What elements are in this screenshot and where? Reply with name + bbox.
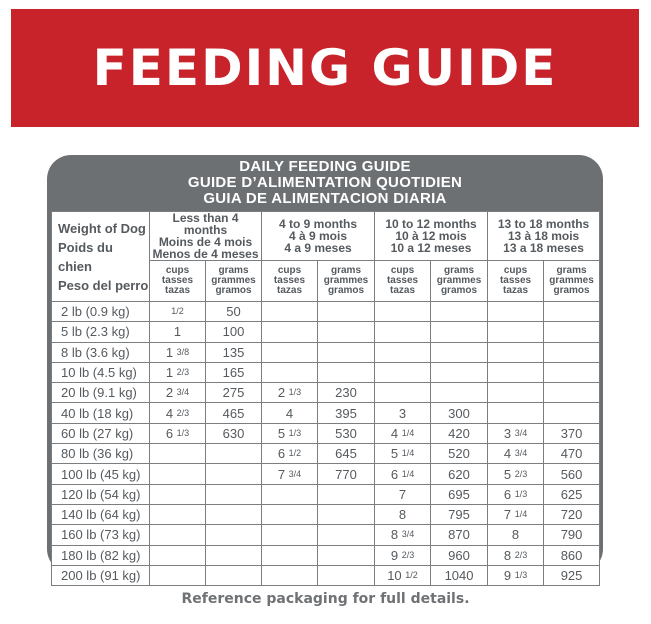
weight-cell: 8 lb (3.6 kg) xyxy=(52,342,150,362)
cell-grams-lt4 xyxy=(206,504,262,524)
cell-grams-10to12: 300 xyxy=(431,403,488,423)
cell-grams-13to18: 370 xyxy=(544,423,600,443)
age-header-13-to-18-months: 13 to 18 months 13 à 18 mois 13 a 18 meses xyxy=(488,212,600,261)
cell-cups-lt4: 6 1/3 xyxy=(150,423,206,443)
cell-cups-lt4: 1 xyxy=(150,322,206,342)
cell-grams-4to9 xyxy=(318,525,375,545)
cell-grams-10to12 xyxy=(431,362,488,382)
unit-header-cups: cups tasses tazas xyxy=(262,261,318,302)
cell-cups-10to12: 3 xyxy=(375,403,431,423)
cell-grams-4to9 xyxy=(318,484,375,504)
cell-grams-4to9 xyxy=(318,504,375,524)
cell-grams-13to18: 470 xyxy=(544,444,600,464)
cell-grams-4to9: 530 xyxy=(318,423,375,443)
cell-cups-10to12 xyxy=(375,362,431,382)
cell-grams-4to9 xyxy=(318,362,375,382)
table-row xyxy=(52,444,600,464)
cell-grams-10to12: 870 xyxy=(431,525,488,545)
cell-grams-lt4 xyxy=(206,444,262,464)
weight-cell: 160 lb (73 kg) xyxy=(52,525,150,545)
cell-cups-lt4: 2 3/4 xyxy=(150,383,206,403)
cell-grams-lt4: 275 xyxy=(206,383,262,403)
unit-header-cups: cups tasses tazas xyxy=(150,261,206,302)
table-row xyxy=(52,565,600,585)
guide-title-en: DAILY FEEDING GUIDE xyxy=(239,158,411,175)
unit-header-grams: grams grammes gramos xyxy=(318,261,375,302)
cell-grams-4to9 xyxy=(318,322,375,342)
cell-cups-lt4 xyxy=(150,565,206,585)
cell-cups-lt4: 4 2/3 xyxy=(150,403,206,423)
cell-grams-13to18 xyxy=(544,302,600,322)
cell-cups-lt4: 1/2 xyxy=(150,302,206,322)
cell-cups-4to9 xyxy=(262,504,318,524)
cell-grams-lt4: 165 xyxy=(206,362,262,382)
cell-cups-10to12 xyxy=(375,342,431,362)
cell-grams-lt4: 100 xyxy=(206,322,262,342)
cell-grams-13to18: 625 xyxy=(544,484,600,504)
weight-cell: 40 lb (18 kg) xyxy=(52,403,150,423)
cell-grams-10to12: 420 xyxy=(431,423,488,443)
table-row xyxy=(52,545,600,565)
weight-cell: 100 lb (45 kg) xyxy=(52,464,150,484)
cell-cups-4to9 xyxy=(262,342,318,362)
age-header-under-4-months: Less than 4 months Moins de 4 mois Menos de 4 meses xyxy=(150,212,262,261)
weight-cell: 120 lb (54 kg) xyxy=(52,484,150,504)
cell-grams-10to12: 795 xyxy=(431,504,488,524)
cell-grams-10to12: 1040 xyxy=(431,565,488,585)
cell-grams-4to9 xyxy=(318,302,375,322)
cell-cups-lt4 xyxy=(150,484,206,504)
cell-cups-13to18: 6 1/3 xyxy=(488,484,544,504)
cell-cups-10to12: 8 xyxy=(375,504,431,524)
weight-cell: 140 lb (64 kg) xyxy=(52,504,150,524)
cell-cups-10to12: 4 1/4 xyxy=(375,423,431,443)
cell-cups-4to9: 4 xyxy=(262,403,318,423)
weight-cell: 60 lb (27 kg) xyxy=(52,423,150,443)
cell-grams-lt4 xyxy=(206,484,262,504)
guide-title-es: GUIA DE ALIMENTACION DIARIA xyxy=(203,190,447,207)
cell-cups-4to9 xyxy=(262,302,318,322)
cell-grams-lt4: 630 xyxy=(206,423,262,443)
cell-grams-10to12 xyxy=(431,302,488,322)
cell-grams-13to18 xyxy=(544,322,600,342)
table-row xyxy=(52,403,600,423)
cell-grams-4to9: 770 xyxy=(318,464,375,484)
cell-grams-lt4: 135 xyxy=(206,342,262,362)
cell-grams-4to9 xyxy=(318,545,375,565)
cell-cups-13to18: 9 1/3 xyxy=(488,565,544,585)
table-row xyxy=(52,322,600,342)
cell-grams-10to12 xyxy=(431,322,488,342)
cell-cups-10to12: 10 1/2 xyxy=(375,565,431,585)
unit-header-cups: cups tasses tazas xyxy=(375,261,431,302)
table-row xyxy=(52,484,600,504)
cell-grams-4to9 xyxy=(318,565,375,585)
table-row xyxy=(52,362,600,382)
cell-cups-4to9 xyxy=(262,322,318,342)
guide-title xyxy=(47,159,603,207)
cell-cups-4to9: 2 1/3 xyxy=(262,383,318,403)
cell-grams-10to12 xyxy=(431,383,488,403)
cell-cups-lt4 xyxy=(150,545,206,565)
cell-grams-lt4: 465 xyxy=(206,403,262,423)
cell-grams-lt4 xyxy=(206,525,262,545)
weight-cell: 200 lb (91 kg) xyxy=(52,565,150,585)
weight-column-header: Weight of Dog Poids du chien Peso del perro xyxy=(52,212,150,302)
cell-cups-13to18 xyxy=(488,403,544,423)
cell-cups-13to18: 5 2/3 xyxy=(488,464,544,484)
unit-header-grams: grams grammes gramos xyxy=(431,261,488,302)
cell-cups-10to12: 9 2/3 xyxy=(375,545,431,565)
cell-cups-lt4 xyxy=(150,525,206,545)
feeding-guide-banner xyxy=(11,9,639,127)
cell-grams-13to18 xyxy=(544,383,600,403)
cell-grams-13to18: 925 xyxy=(544,565,600,585)
table-row xyxy=(52,383,600,403)
cell-cups-13to18: 8 2/3 xyxy=(488,545,544,565)
table-row xyxy=(52,342,600,362)
feeding-table xyxy=(51,211,600,586)
cell-cups-13to18 xyxy=(488,342,544,362)
table-row xyxy=(52,423,600,443)
cell-grams-13to18: 720 xyxy=(544,504,600,524)
table-row xyxy=(52,464,600,484)
cell-grams-4to9 xyxy=(318,342,375,362)
cell-cups-lt4 xyxy=(150,464,206,484)
cell-cups-4to9 xyxy=(262,565,318,585)
cell-cups-4to9 xyxy=(262,545,318,565)
cell-cups-13to18: 7 1/4 xyxy=(488,504,544,524)
weight-cell: 180 lb (82 kg) xyxy=(52,545,150,565)
footer-note: Reference packaging for full details. xyxy=(181,591,470,607)
cell-grams-lt4: 50 xyxy=(206,302,262,322)
cell-cups-10to12: 8 3/4 xyxy=(375,525,431,545)
cell-cups-4to9 xyxy=(262,484,318,504)
cell-cups-13to18: 4 3/4 xyxy=(488,444,544,464)
table-row xyxy=(52,525,600,545)
cell-grams-lt4 xyxy=(206,545,262,565)
cell-cups-4to9: 7 3/4 xyxy=(262,464,318,484)
cell-cups-13to18: 8 xyxy=(488,525,544,545)
weight-cell: 2 lb (0.9 kg) xyxy=(52,302,150,322)
cell-grams-10to12: 960 xyxy=(431,545,488,565)
guide-title-fr: GUIDE D’ALIMENTATION QUOTIDIEN xyxy=(187,174,463,191)
cell-cups-10to12 xyxy=(375,322,431,342)
cell-grams-10to12: 695 xyxy=(431,484,488,504)
cell-cups-10to12 xyxy=(375,302,431,322)
cell-cups-4to9: 6 1/2 xyxy=(262,444,318,464)
cell-cups-13to18: 3 3/4 xyxy=(488,423,544,443)
table-row xyxy=(52,504,600,524)
cell-cups-13to18 xyxy=(488,362,544,382)
weight-cell: 5 lb (2.3 kg) xyxy=(52,322,150,342)
cell-cups-4to9 xyxy=(262,362,318,382)
weight-cell: 20 lb (9.1 kg) xyxy=(52,383,150,403)
cell-grams-4to9: 230 xyxy=(318,383,375,403)
cell-cups-10to12: 5 1/4 xyxy=(375,444,431,464)
cell-grams-4to9: 395 xyxy=(318,403,375,423)
cell-grams-4to9: 645 xyxy=(318,444,375,464)
table-row xyxy=(52,302,600,322)
cell-grams-lt4 xyxy=(206,464,262,484)
unit-header-grams: grams grammes gramos xyxy=(206,261,262,302)
cell-cups-10to12: 6 1/4 xyxy=(375,464,431,484)
cell-grams-lt4 xyxy=(206,565,262,585)
cell-cups-10to12: 7 xyxy=(375,484,431,504)
cell-cups-4to9: 5 1/3 xyxy=(262,423,318,443)
cell-grams-10to12 xyxy=(431,342,488,362)
unit-header-cups: cups tasses tazas xyxy=(488,261,544,302)
cell-cups-13to18 xyxy=(488,383,544,403)
weight-cell: 80 lb (36 kg) xyxy=(52,444,150,464)
cell-cups-10to12 xyxy=(375,383,431,403)
cell-grams-13to18: 790 xyxy=(544,525,600,545)
weight-cell: 10 lb (4.5 kg) xyxy=(52,362,150,382)
cell-grams-10to12: 620 xyxy=(431,464,488,484)
cell-cups-13to18 xyxy=(488,322,544,342)
age-header-10-to-12-months: 10 to 12 months 10 à 12 mois 10 a 12 meses xyxy=(375,212,488,261)
cell-cups-lt4: 1 2/3 xyxy=(150,362,206,382)
unit-header-grams: grams grammes gramos xyxy=(544,261,600,302)
cell-grams-13to18: 560 xyxy=(544,464,600,484)
age-header-4-to-9-months: 4 to 9 months 4 à 9 mois 4 a 9 meses xyxy=(262,212,375,261)
banner-title: FEEDING GUIDE xyxy=(92,39,558,97)
cell-grams-13to18 xyxy=(544,403,600,423)
cell-cups-lt4 xyxy=(150,444,206,464)
cell-grams-13to18: 860 xyxy=(544,545,600,565)
cell-cups-lt4: 1 3/8 xyxy=(150,342,206,362)
cell-cups-4to9 xyxy=(262,525,318,545)
cell-cups-lt4 xyxy=(150,504,206,524)
cell-grams-10to12: 520 xyxy=(431,444,488,464)
cell-grams-13to18 xyxy=(544,362,600,382)
cell-cups-13to18 xyxy=(488,302,544,322)
cell-grams-13to18 xyxy=(544,342,600,362)
